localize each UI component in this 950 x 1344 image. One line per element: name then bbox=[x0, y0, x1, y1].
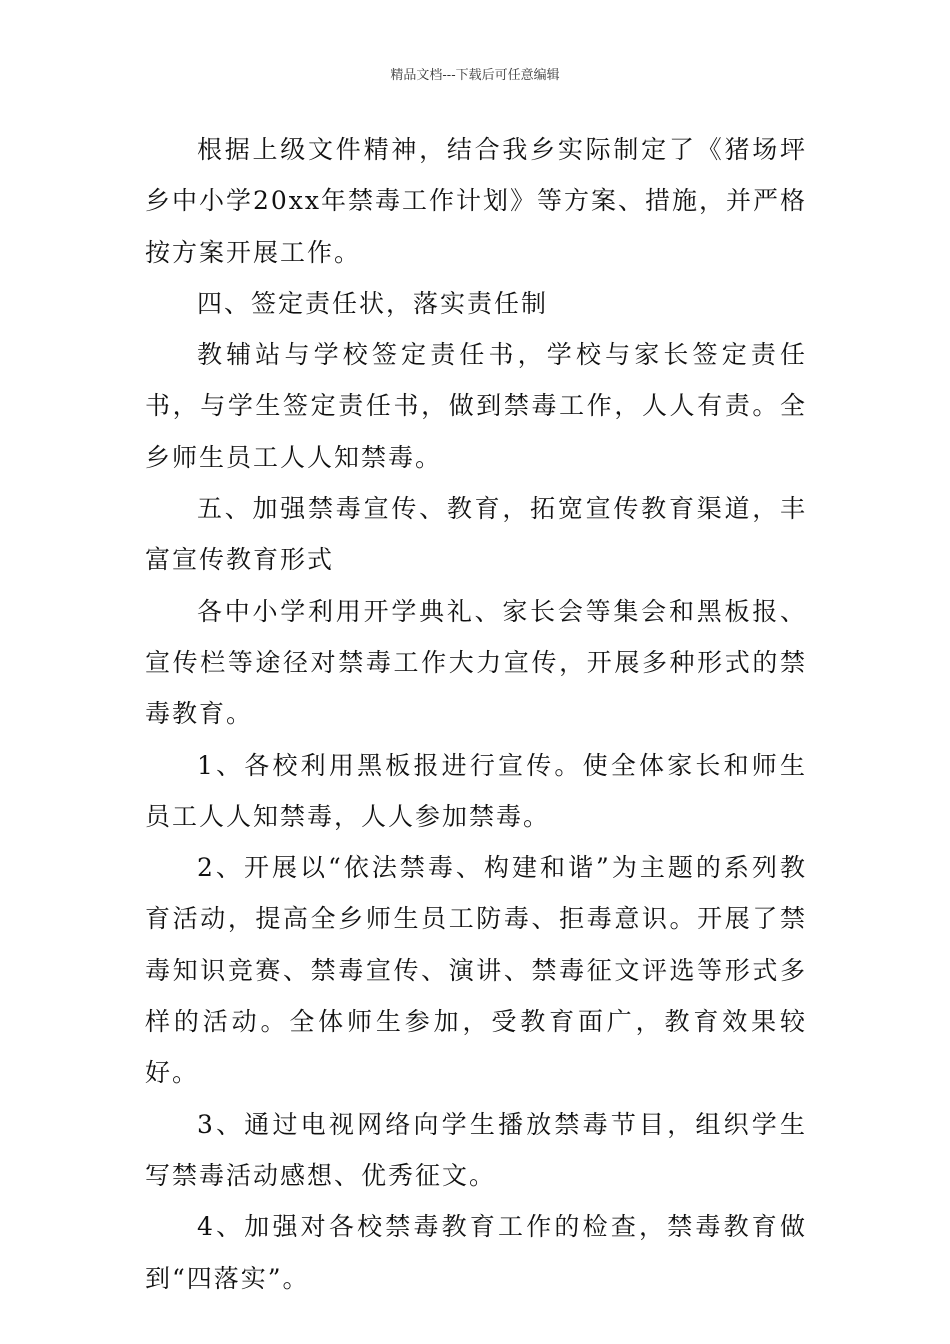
paragraph-responsibility: 教辅站与学校签定责任书，学校与家长签定责任书，与学生签定责任书，做到禁毒工作，人人有责。全乡师生员工人人知禁毒。 bbox=[145, 340, 807, 472]
list-item-4: 4、加强对各校禁毒教育工作的检查，禁毒教育做到“四落实”。 bbox=[145, 1212, 807, 1293]
heading-section-4: 四、签定责任状，落实责任制 bbox=[197, 288, 549, 318]
heading-section-5: 五、加强禁毒宣传、教育，拓宽宣传教育渠道，丰富宣传教育形式 bbox=[145, 494, 807, 575]
document-body bbox=[145, 124, 807, 1304]
paragraph-plan: 根据上级文件精神，结合我乡实际制定了《猪场坪乡中小学20xx年禁毒工作计划》等方案、措施，并严格按方案开展工作。 bbox=[145, 135, 808, 267]
list-item-3: 3、通过电视网络向学生播放禁毒节目，组织学生写禁毒活动感想、优秀征文。 bbox=[145, 1109, 807, 1190]
page-header: 精品文档---下载后可任意编辑 bbox=[390, 68, 560, 83]
list-item-2: 2、开展以“依法禁毒、构建和谐”为主题的系列教育活动，提高全乡师生员工防毒、拒毒意识。开展了禁毒知识竞赛、禁毒宣传、演讲、禁毒征文评选等形式多样的活动。全体师生参加，受教育面广，教育效果较好。 bbox=[145, 853, 807, 1088]
list-item-1: 1、各校利用黑板报进行宣传。使全体家长和师生员工人人知禁毒，人人参加禁毒。 bbox=[145, 750, 807, 831]
paragraph-publicity: 各中小学利用开学典礼、家长会等集会和黑板报、宣传栏等途径对禁毒工作大力宣传，开展多种形式的禁毒教育。 bbox=[145, 596, 807, 729]
